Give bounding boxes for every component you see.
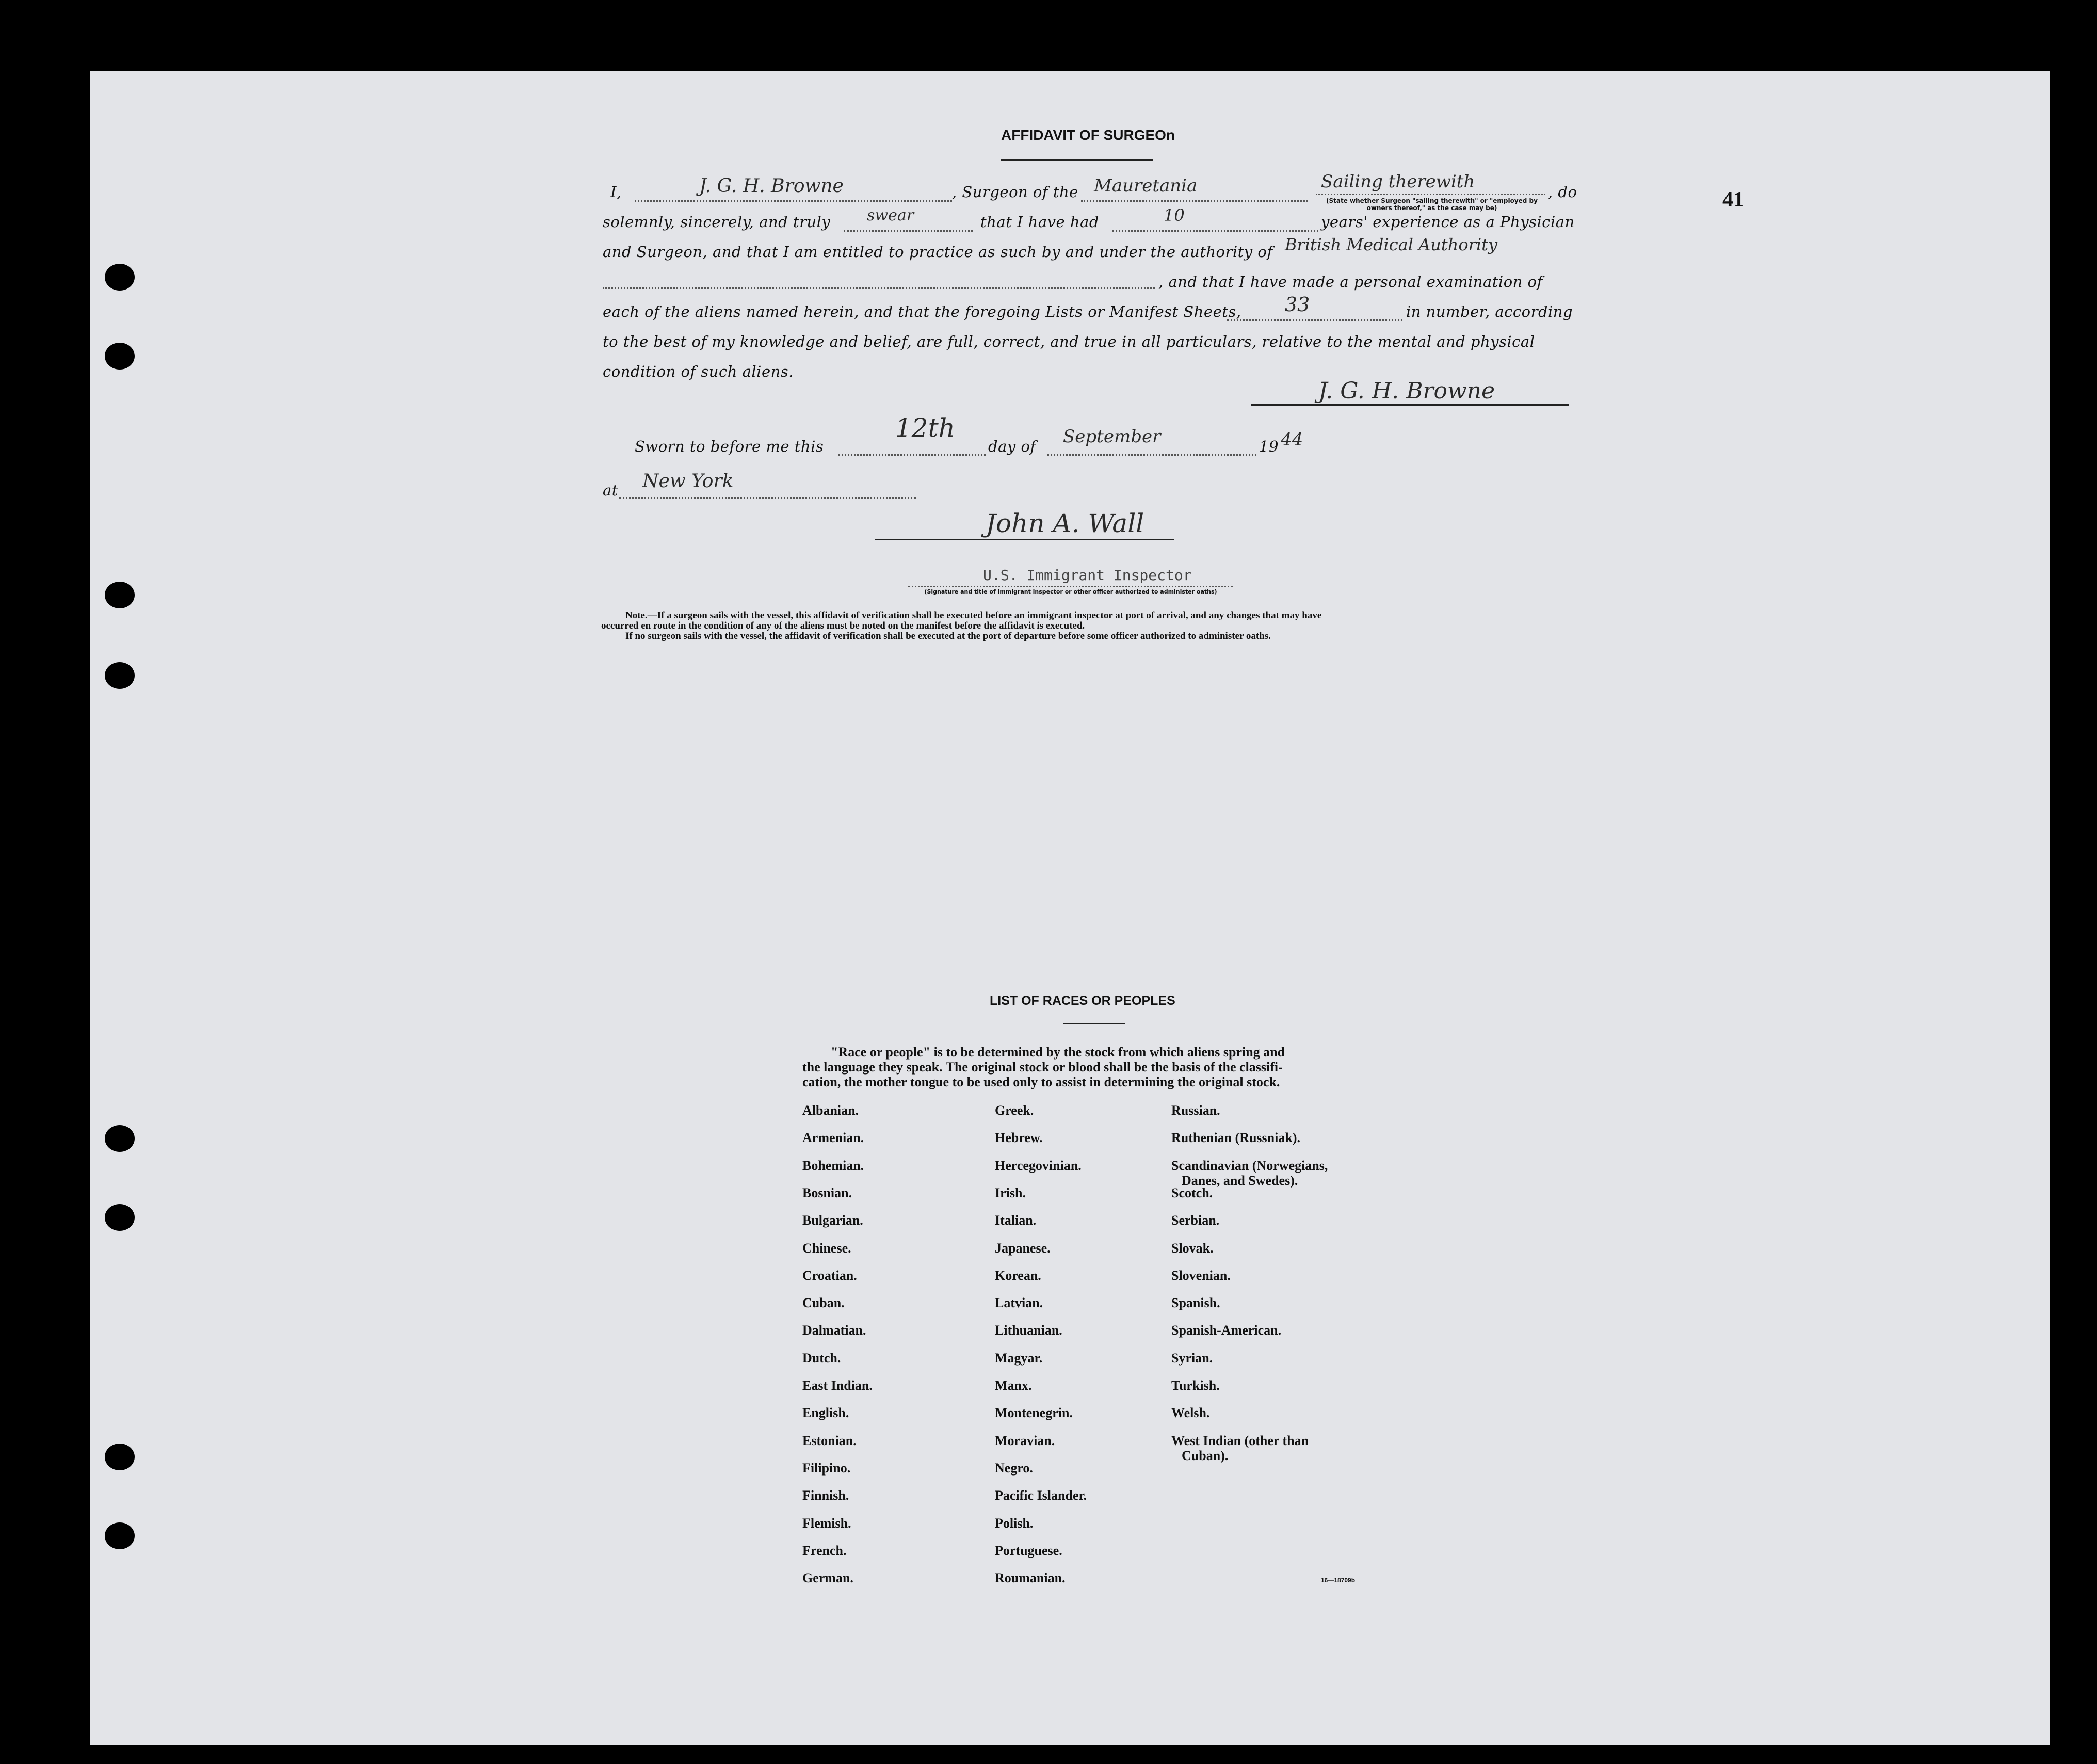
affidavit-line6: to the best of my knowledge and belief, are full, correct, and true in all particulars, relative to the mental and physical: [603, 333, 1535, 350]
affidavit-line1-suffix: , do: [1548, 183, 1577, 201]
race-item: Greek.: [995, 1103, 1034, 1118]
races-intro-line3: cation, the mother tongue to be used only to assist in determining the original stock.: [802, 1075, 1280, 1089]
punch-hole: [105, 1444, 135, 1470]
race-item: Magyar.: [995, 1350, 1043, 1366]
affidavit-line5-prefix: each of the aliens named herein, and that the foregoing Lists or Manifest Sheets,: [603, 303, 1241, 320]
surgeon-signature-line: [1251, 404, 1569, 406]
affidavit-line2-suffix: years' experience as a Physician: [1321, 213, 1575, 231]
affidavit-line4: , and that I have made a personal examination of: [1158, 273, 1543, 291]
form-code: 16—18709b: [1321, 1577, 1356, 1584]
race-item: Estonian.: [802, 1433, 857, 1448]
race-item: Bosnian.: [802, 1185, 852, 1200]
punch-hole: [105, 1522, 135, 1549]
blank-sheets: [1227, 319, 1402, 321]
affidavit-line7: condition of such aliens.: [603, 363, 794, 380]
race-item: Hercegovinian.: [995, 1158, 1082, 1173]
handwritten-year: 44: [1281, 429, 1303, 450]
page-number: 41: [1722, 188, 1744, 212]
race-item: Scandinavian (Norwegians,: [1171, 1158, 1328, 1173]
handwritten-sailing: Sailing therewith: [1321, 171, 1475, 192]
race-item: West Indian (other than: [1171, 1433, 1309, 1448]
race-item: Chinese.: [802, 1240, 851, 1256]
race-item: Armenian.: [802, 1130, 864, 1146]
blank-place: [619, 497, 916, 499]
races-title-underline: [1063, 1023, 1125, 1024]
affidavit-line2-prefix: solemnly, sincerely, and truly: [603, 213, 831, 231]
race-item: Spanish-American.: [1171, 1323, 1282, 1338]
race-item: Latvian.: [995, 1295, 1043, 1311]
race-item: Scotch.: [1171, 1185, 1213, 1200]
blank-years: [1112, 230, 1318, 232]
race-item: Danes, and Swedes).: [1182, 1173, 1298, 1188]
inspector-caption: (Signature and title of immigrant inspector or other officer authorized to administer oaths): [924, 588, 1217, 595]
race-item: Cuban.: [802, 1295, 845, 1311]
blank-surgeon-name: [635, 200, 952, 202]
handwritten-place: New York: [642, 471, 734, 492]
sworn-year-prefix: 19: [1259, 438, 1279, 455]
handwritten-years: 10: [1164, 205, 1185, 225]
race-item: Dutch.: [802, 1350, 841, 1366]
race-item: Filipino.: [802, 1460, 851, 1476]
race-item: Lithuanian.: [995, 1323, 1062, 1338]
race-item: Negro.: [995, 1460, 1033, 1476]
race-item: Finnish.: [802, 1488, 849, 1503]
inspector-signature: John A. Wall: [986, 508, 1144, 538]
punch-hole: [105, 582, 135, 608]
race-item: Roumanian.: [995, 1570, 1066, 1586]
at-label: at: [603, 482, 618, 499]
race-item: Italian.: [995, 1213, 1037, 1228]
note-line2: occurred en route in the condition of any of the aliens must be noted on the manifest before the affidavit is executed.: [601, 620, 1085, 631]
punch-hole: [105, 662, 135, 689]
race-item: Slovenian.: [1171, 1268, 1231, 1283]
race-item: Bulgarian.: [802, 1213, 863, 1228]
handwritten-month: September: [1063, 426, 1161, 447]
affidavit-line3: and Surgeon, and that I am entitled to practice as such by and under the authority of: [603, 243, 1273, 261]
blank-month: [1047, 454, 1256, 456]
affidavit-title: AFFIDAVIT OF SURGEOn: [1001, 127, 1175, 143]
affidavit-line1-mid: , Surgeon of the: [952, 183, 1078, 201]
race-item: Slovak.: [1171, 1240, 1214, 1256]
race-item: Ruthenian (Russniak).: [1171, 1130, 1300, 1146]
race-item: Flemish.: [802, 1515, 851, 1531]
race-item: Japanese.: [995, 1240, 1051, 1256]
handwritten-affirm: swear: [867, 206, 914, 224]
handwritten-authority: British Medical Authority: [1285, 235, 1498, 254]
race-item: Pacific Islander.: [995, 1488, 1087, 1503]
race-item: Portuguese.: [995, 1543, 1062, 1558]
affidavit-line5-suffix: in number, according: [1406, 303, 1573, 320]
punch-hole: [105, 343, 135, 370]
races-intro-line2: the language they speak. The original stock or blood shall be the basis of the classifi-: [802, 1060, 1283, 1075]
race-item: Cuban).: [1182, 1448, 1229, 1463]
race-item: Dalmatian.: [802, 1323, 866, 1338]
inspector-stamp: U.S. Immigrant Inspector: [983, 567, 1192, 584]
blank-authority-continued: [603, 287, 1155, 289]
race-item: Russian.: [1171, 1103, 1220, 1118]
inspector-signature-line: [875, 539, 1174, 540]
blank-sailing: [1316, 194, 1545, 195]
race-item: Polish.: [995, 1515, 1034, 1531]
race-item: Manx.: [995, 1378, 1032, 1393]
blank-affirm: [844, 230, 973, 232]
sailing-small-note: (State whether Surgeon "sailing therewith" or "employed by owners thereof," as the case may be): [1326, 197, 1538, 212]
handwritten-vessel: Mauretania: [1094, 175, 1198, 196]
race-item: Turkish.: [1171, 1378, 1220, 1393]
punch-hole: [105, 1125, 135, 1152]
inspector-title-line: [908, 586, 1233, 587]
title-underline: [1001, 159, 1153, 161]
race-item: Serbian.: [1171, 1213, 1220, 1228]
race-item: Irish.: [995, 1185, 1026, 1200]
race-item: German.: [802, 1570, 853, 1586]
race-item: Syrian.: [1171, 1350, 1213, 1366]
race-item: French.: [802, 1543, 847, 1558]
race-item: Welsh.: [1171, 1405, 1210, 1421]
handwritten-sheets: 33: [1285, 293, 1310, 316]
race-item: East Indian.: [802, 1378, 873, 1393]
note-line1: Note.—If a surgeon sails with the vessel, this affidavit of verification shall be executed before an immigrant inspector at port of arrival, and any changes that may have: [625, 610, 1322, 621]
race-item: Hebrew.: [995, 1130, 1043, 1146]
sworn-prefix: Sworn to before me this: [635, 438, 824, 455]
punch-hole: [105, 1204, 135, 1231]
handwritten-day: 12th: [895, 413, 955, 443]
note-line3: If no surgeon sails with the vessel, the affidavit of verification shall be executed at the port of departure before some officer authorized to administer oaths.: [625, 631, 1271, 642]
affidavit-line2-mid: that I have had: [980, 213, 1099, 231]
races-title: LIST OF RACES OR PEOPLES: [990, 993, 1175, 1008]
blank-vessel: [1081, 200, 1308, 202]
handwritten-surgeon-name: J. G. H. Browne: [699, 175, 844, 197]
blank-day: [838, 454, 986, 456]
affidavit-line1-prefix: I,: [610, 183, 622, 201]
race-item: Spanish.: [1171, 1295, 1220, 1311]
race-item: Bohemian.: [802, 1158, 864, 1173]
race-item: Albanian.: [802, 1103, 859, 1118]
race-item: English.: [802, 1405, 849, 1421]
races-intro-line1: "Race or people" is to be determined by the stock from which aliens spring and: [831, 1045, 1285, 1060]
race-item: Moravian.: [995, 1433, 1055, 1448]
surgeon-signature: J. G. H. Browne: [1318, 378, 1495, 404]
sworn-mid: day of: [988, 438, 1036, 455]
punch-hole: [105, 264, 135, 291]
race-item: Montenegrin.: [995, 1405, 1073, 1421]
race-item: Korean.: [995, 1268, 1041, 1283]
race-item: Croatian.: [802, 1268, 857, 1283]
